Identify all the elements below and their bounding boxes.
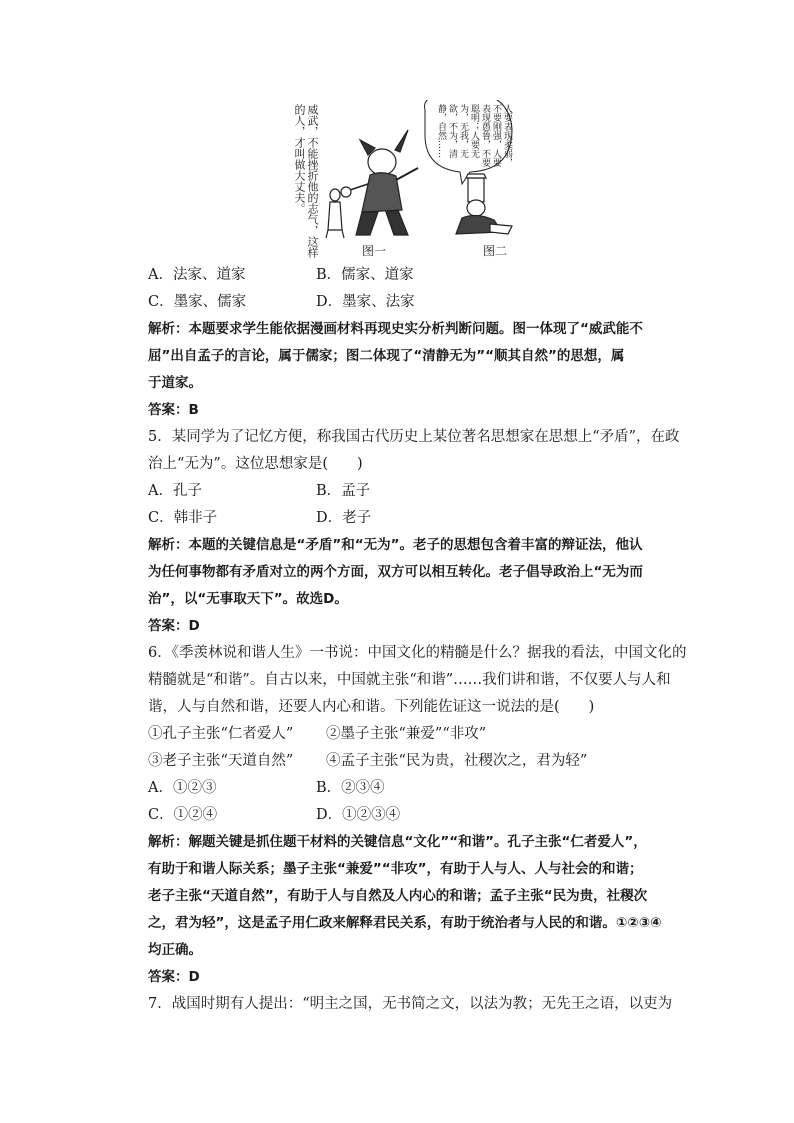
q5-options-row1 (148, 478, 658, 505)
q4-option-b: B．儒家、道家 (316, 267, 414, 283)
q6-answer: 答案：D (148, 969, 200, 985)
q5-stem-line: 5．某同学为了记忆方便，称我国古代历史上某位著名思想家在思想上“矛盾”，在政 (148, 429, 680, 445)
figure1-label: 图一 (362, 244, 387, 258)
q6-analysis-line: 有助于和谐人际关系；墨子主张“兼爱”“非攻”，有助于人与人、人与社会的和谐； (148, 861, 643, 877)
q6-analysis-line: 均正确。 (148, 942, 202, 958)
q6-options-row1 (148, 775, 658, 802)
q4-analysis-line: 于道家。 (148, 375, 202, 391)
q6-analysis-line: 老子主张“天道自然”，有助于人与自然及人内心的和谐；孟子主张“民为贵，社稷次 (148, 888, 648, 904)
q6-stem-line: 6．《季羡林说和谐人生》一书说：中国文化的精髓是什么？据我的看法，中国文化的 (148, 645, 687, 661)
q5-analysis-line: 治”，以“无事取天下”。故选D。 (148, 591, 348, 607)
q5-option-d: D．老子 (316, 510, 372, 526)
q4-answer: 答案：B (148, 402, 199, 418)
q5-options-row2 (148, 505, 658, 532)
q6-stem-line: 精髓就是“和谐”。自古以来，中国就主张“和谐”……我们讲和谐，不仅要人与人和 (148, 672, 671, 688)
warrior-drawing (326, 130, 418, 238)
cartoon-figure (290, 100, 540, 260)
q5-stem-line: 治上“无为”。这位思想家是( ) (148, 456, 363, 472)
q5-analysis-line: 解析：本题的关键信息是“矛盾”和“无为”。老子的思想包含着丰富的辩证法，他认 (148, 537, 643, 553)
q6-item-4: ④孟子主张“民为贵，社稷次之，君为轻” (326, 753, 588, 769)
q4-option-a: A．法家、道家 (148, 267, 246, 283)
q6-option-c: C．①②④ (148, 807, 218, 823)
q5-option-c: C．韩非子 (148, 510, 218, 526)
q4-analysis-line: 屈”出自孟子的言论，属于儒家；图二体现了“清静无为”“顺其自然”的思想，属 (148, 348, 625, 364)
q5-answer: 答案：D (148, 618, 200, 634)
figure2-label: 图二 (483, 244, 508, 258)
q6-item-1: ①孔子主张“仁者爱人” (148, 726, 294, 742)
question-content (148, 262, 687, 1018)
q4-option-d: D．墨家、法家 (316, 294, 415, 310)
q4-option-c: C．墨家、儒家 (148, 294, 247, 310)
q6-items-row2 (148, 748, 658, 775)
q4-options-row2 (148, 289, 658, 316)
q5-analysis-line: 为任何事物都有矛盾对立的两个方面，双方可以相互转化。老子倡导政治上“无为而 (148, 564, 643, 580)
q6-item-3: ③老子主张“天道自然” (148, 753, 294, 769)
q6-items-row1 (148, 721, 658, 748)
figure2-speech-bubble: 人要表现柔弱，不要刚强，人要表现愚鲁，不要聪明；人要无为，无我，无欲，不为，清静，自然…… (436, 104, 512, 167)
q6-item-2: ②墨子主张“兼爱”“非攻” (326, 726, 487, 742)
q6-stem-line: 谐，人与自然和谐，还要人内心和谐。下列能佐证这一说法的是( ) (148, 699, 595, 715)
q5-option-a: A．孔子 (148, 483, 202, 499)
q4-options-row1 (148, 262, 658, 289)
q6-analysis-line: 解析：解题关键是抓住题干材料的关键信息“文化”“和谐”。孔子主张“仁者爱人”， (148, 834, 647, 850)
q6-option-b: B．②③④ (316, 780, 385, 796)
q6-option-a: A．①②③ (148, 780, 217, 796)
figure1-caption-text: 威武，不能挫折他的志气，这样的人，才叫做大丈夫。 (293, 104, 319, 258)
q5-option-b: B．孟子 (316, 483, 371, 499)
q4-analysis-line: 解析：本题要求学生能依据漫画材料再现史实分析判断问题。图一体现了“威武能不 (148, 321, 643, 337)
q6-option-d: D．①②③④ (316, 807, 401, 823)
q6-options-row2 (148, 802, 658, 829)
q7-stem-line: 7．战国时期有人提出：“明主之国，无书简之文，以法为教；无先王之语，以吏为 (148, 996, 673, 1012)
q6-analysis-line: 之，君为轻”，这是孟子用仁政来解释君民关系，有助于统治者与人民的和谐。①②③④ (148, 915, 662, 931)
